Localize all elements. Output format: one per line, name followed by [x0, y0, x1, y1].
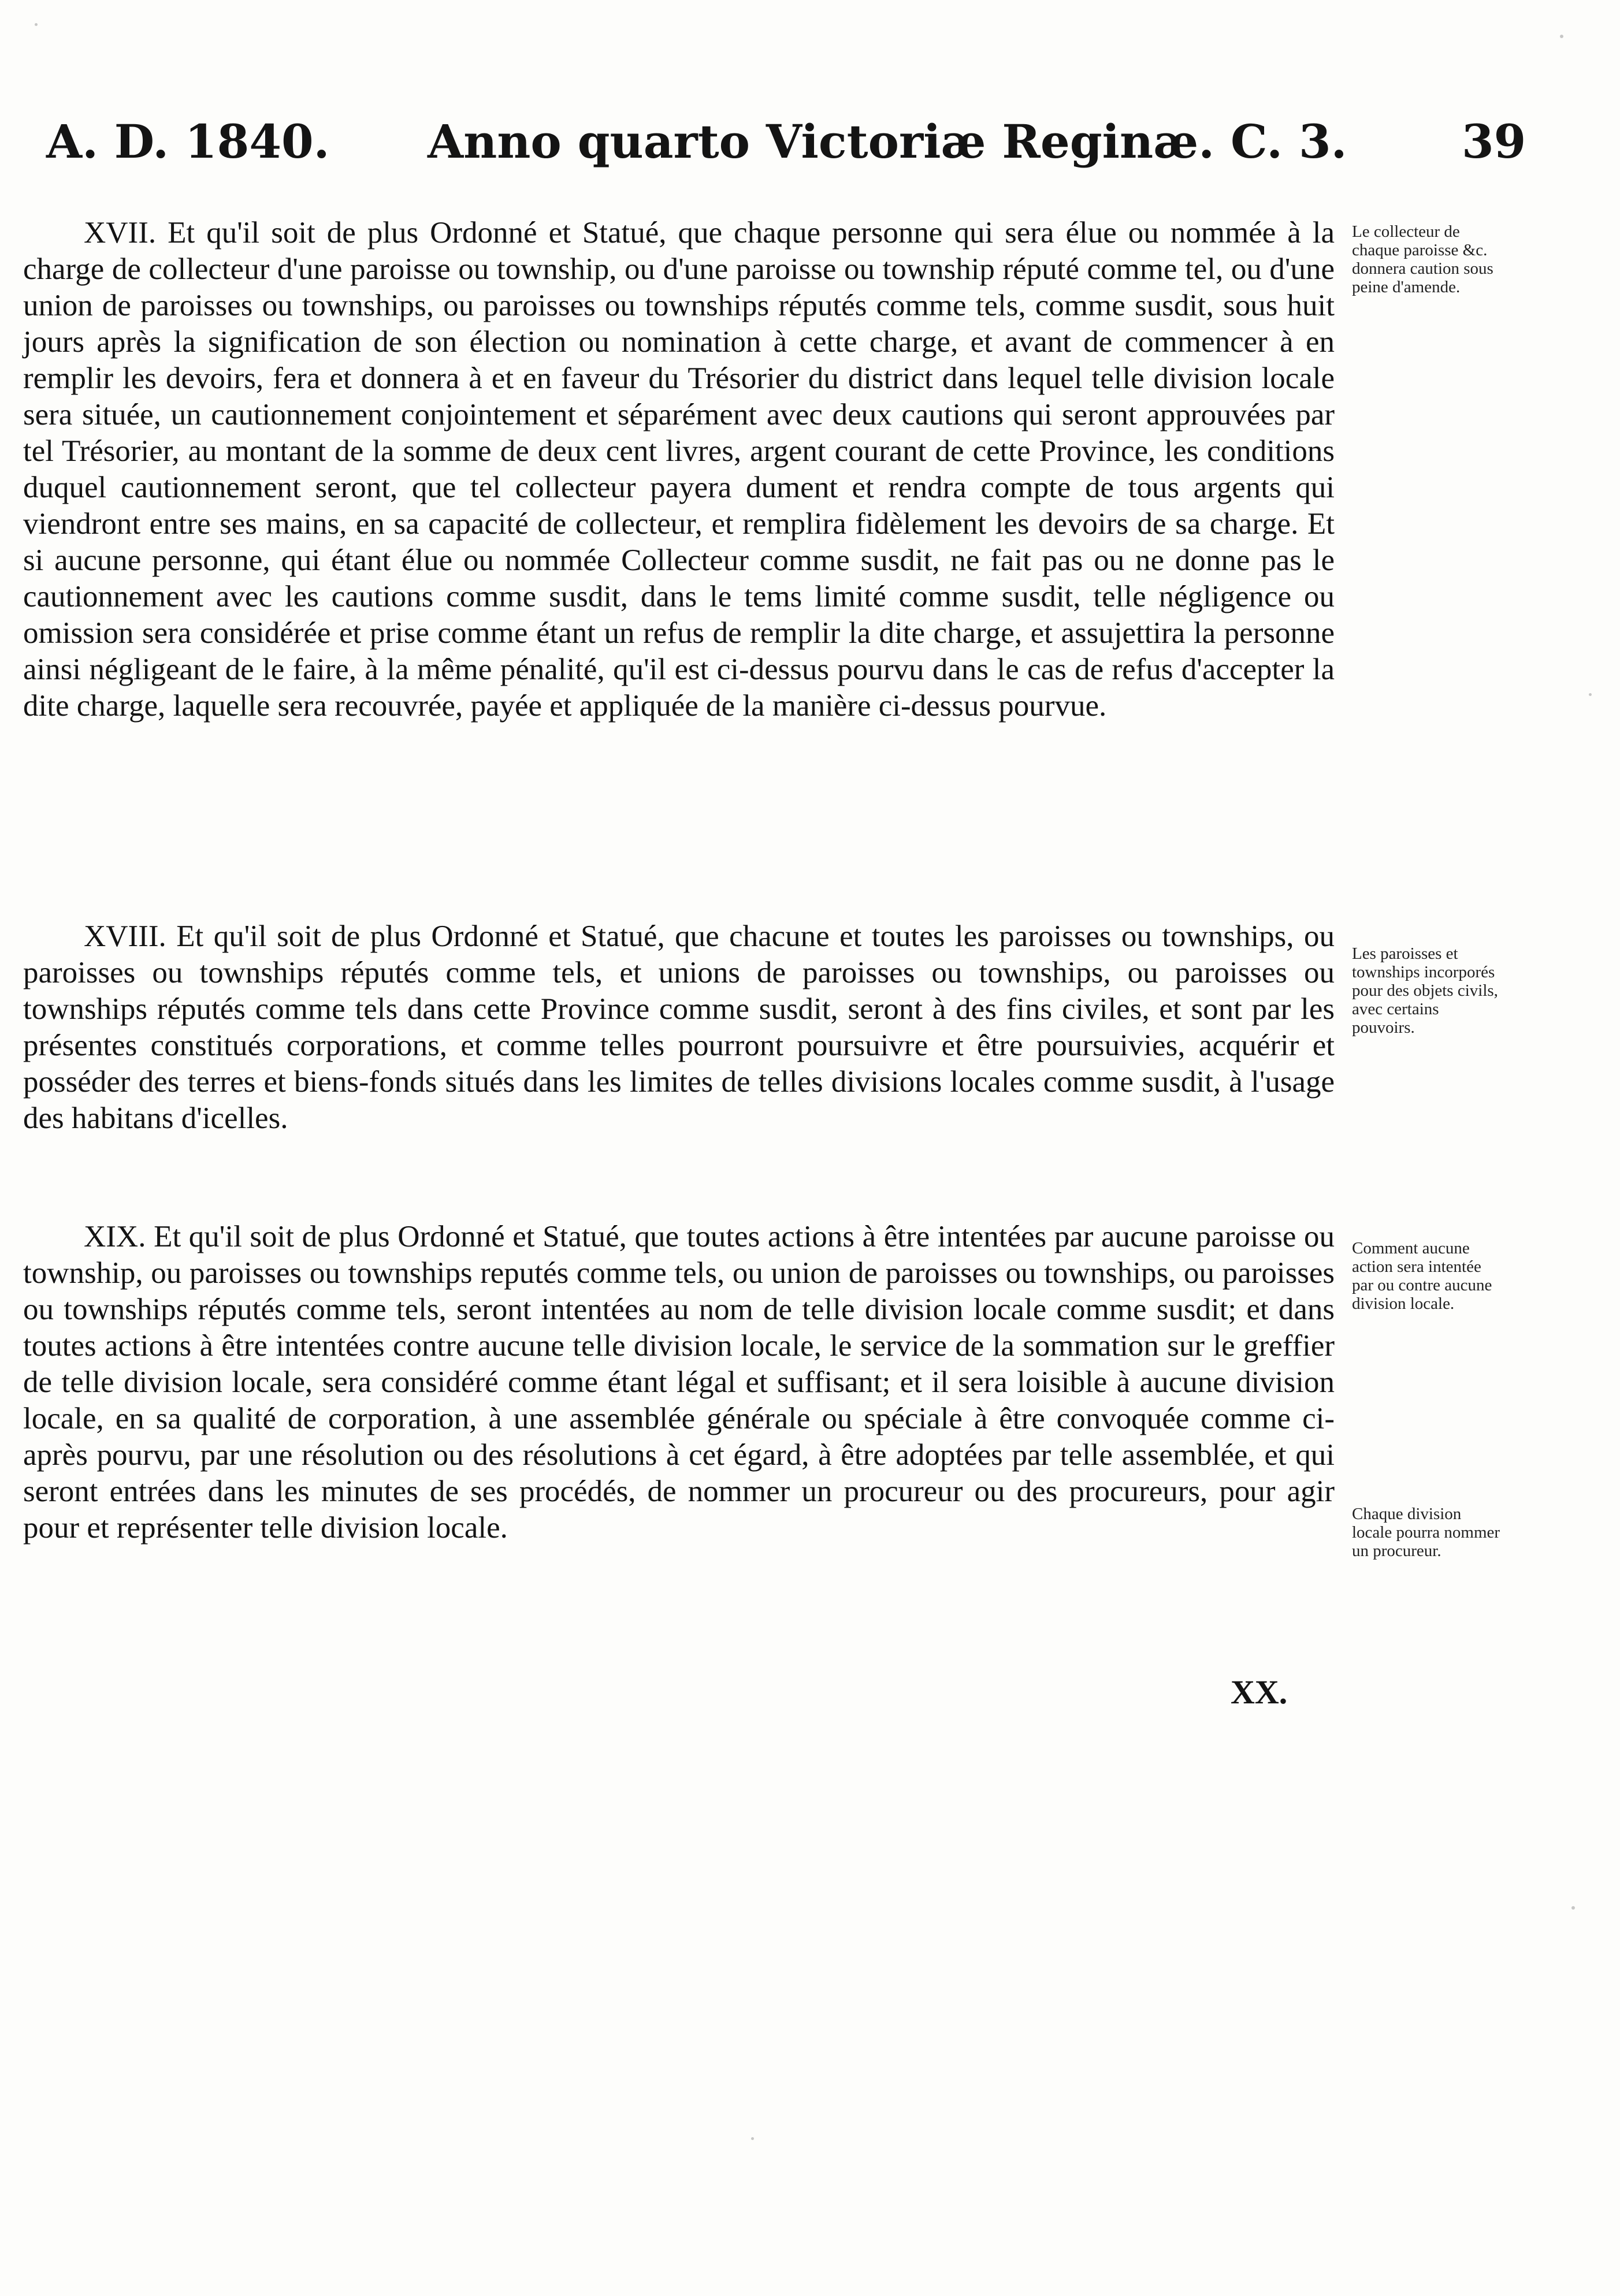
margin-note-xvii: Le collecteur de chaque paroisse &c. donnera caution sous peine d'amende.: [1352, 222, 1493, 296]
catchword: XX.: [1231, 1673, 1288, 1711]
section-xix: [23, 1219, 1335, 1546]
section-xviii: [23, 918, 1335, 1137]
section-xvii: [23, 215, 1335, 724]
margin-note-xviii: Les paroisses et townships incorporés pour des objets civils, avec certains pouvoirs.: [1352, 944, 1498, 1037]
page-number: 39: [1462, 114, 1526, 169]
header-year: A. D. 1840.: [46, 114, 330, 169]
scan-speck: [35, 23, 38, 26]
running-header: [46, 110, 1525, 173]
section-text: Et qu'il soit de plus Ordonné et Statué, que toutes actions à être intentées par aucune paroisse ou township, ou paroisses ou townships reputés comme tels, ou union de paroisses ou townships, ou paroisses ou townships réputés comme tels, seront intentées au nom de telle division locale comme susdit; et dans toutes actions à être intentées contre aucune telle division locale, le service de la sommation sur le greffier de telle division locale, sera considéré comme étant légal et suffisant; et il sera loisible à aucune division locale, en sa qualité de corporation, à une assemblée générale ou spéciale à être convoquée comme ci-après pourvu, par une résolution ou des résolutions à cet égard, à être adoptées par telle assemblée, et qui seront entrées dans les minutes de ses procédés, de nommer un procureur ou des procureurs, pour agir pour et représenter telle division locale.: [23, 1220, 1335, 1545]
header-chapter: C. 3.: [1231, 114, 1347, 169]
margin-note-xix-procureur: Chaque division locale pourra nommer un procureur.: [1352, 1505, 1500, 1560]
scan-speck: [1589, 693, 1592, 696]
section-number: XIX.: [84, 1220, 146, 1253]
scan-speck: [751, 2137, 754, 2140]
section-number: XVII.: [84, 216, 157, 250]
scan-speck: [1571, 1906, 1575, 1910]
section-text: Et qu'il soit de plus Ordonné et Statué, que chacune et toutes les paroisses ou townships, ou paroisses ou townships réputés comme tels, et unions de paroisses ou townships, ou paroisses ou townships réputés comme tels dans cette Province comme susdit, seront à des fins civiles, et sont par les présentes constitués corporations, et comme telles pourront poursuivre et être poursuivies, acquérir et posséder des terres et biens-fonds situés dans les limites de telles divisions locales comme susdit, à l'usage des habitans d'icelles.: [23, 920, 1335, 1135]
margin-note-xix-actions: Comment aucune action sera intentée par ou contre aucune division locale.: [1352, 1239, 1492, 1313]
section-text: Et qu'il soit de plus Ordonné et Statué, que chaque personne qui sera élue ou nommée à la charge de collecteur d'une paroisse ou township, ou d'une paroisse ou township réputé comme tel, ou d'une union de paroisses ou townships, ou paroisses ou townships réputés comme tels, comme susdit, sous huit jours après la signification de son élection ou nomination à cette charge, et avant de commencer à en remplir les devoirs, fera et donnera à et en faveur du Trésorier du district dans lequel telle division locale sera située, un cautionnement conjointement et séparément avec deux cautions qui seront approuvées par tel Trésorier, au montant de la somme de deux cent livres, argent courant de cette Province, les conditions duquel cautionnement seront, que tel collecteur payera dument et rendra compte de tous argents qui viendront entre ses mains, en sa capacité de collecteur, et remplira fidèlement les devoirs de sa charge. Et si aucune personne, qui étant élue ou nommée Collecteur comme susdit, ne fait pas ou ne donne pas le cautionnement avec les cautions comme susdit, dans le tems limité comme susdit, telle négligence ou omission sera considérée et prise comme étant un refus de remplir la dite charge, et assujettira la personne ainsi négligeant de le faire, à la même pénalité, qu'il est ci-dessus pourvu dans le cas de refus d'accepter la dite charge, laquelle sera recouvrée, payée et appliquée de la manière ci-dessus pourvue.: [23, 216, 1335, 723]
header-title: Anno quarto Victoriæ Reginæ.: [428, 114, 1215, 169]
scan-speck: [1560, 35, 1563, 38]
section-number: XVIII.: [84, 920, 166, 953]
